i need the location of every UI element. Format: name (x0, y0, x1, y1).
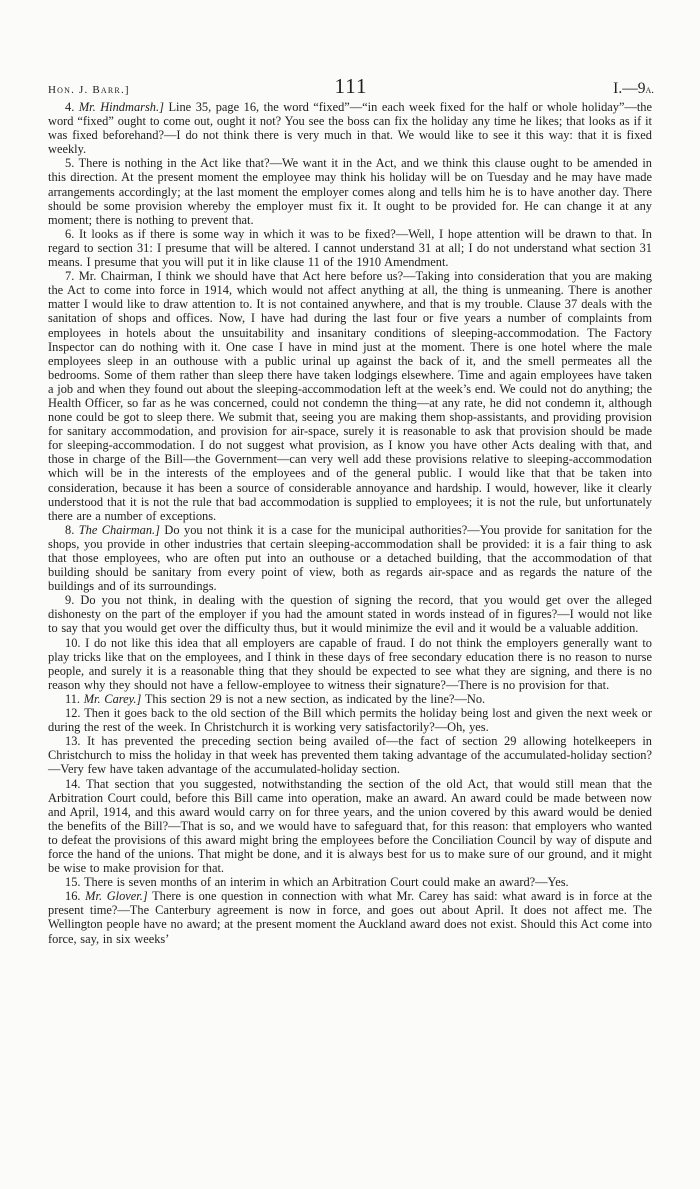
paragraph-text: That section that you suggested, notwithstanding the section of the old Act, that would still mean that the Arbitration Court could, before this Bill came into operation, make an award. An award could be made between now and April, 1914, and this award would carry on for three years, and the union covered by this award would be denied the benefits of the Bill?—That is so, and we would have to safeguard that, for this reason: that employers who wanted to defeat the provisions of this award might bring the employees before the Conciliation Council by way of dispute and force the hand of the unions. That might be done, and it is always best for us to make sure of our ground, and it might be wise to make provision for that. (48, 776, 652, 876)
paragraph (48, 777, 652, 876)
witness-reference: Hon. J. Barr.] (48, 84, 130, 96)
paragraph-speaker: Mr. Hindmarsh.] (78, 100, 164, 114)
paragraph-text: Do you not think it is a case for the municipal authorities?—You provide for sanitation for the shops, you provide in other industries that certain sleeping-accommodation shall be provided: it is a fair thing to ask that those employees, who are often put into an outhouse or a detached building, that the accommodation of that building should be sanitary from every point of view, both as regards air-space and as regards the nature of the buildings and of its surroundings. (48, 522, 653, 594)
paragraph (48, 889, 652, 945)
paper-reference-prefix: I.—9 (613, 80, 646, 97)
paragraph (48, 156, 652, 226)
paragraph (48, 875, 652, 889)
paragraph (48, 100, 652, 156)
page-number: 111 (334, 74, 368, 98)
paper-reference (484, 80, 654, 98)
paragraph-number: 13. (65, 734, 81, 749)
paragraph-number: 15. (65, 875, 81, 890)
paragraph-number: 14. (65, 776, 81, 791)
paragraph (48, 706, 652, 734)
paragraph (48, 692, 652, 706)
paragraph-text: Then it goes back to the old section of the Bill which permits the holiday being lost and given the next week or during the rest of the week. In Christchurch it is working very satisfactorily?—Oh, yes. (48, 706, 652, 735)
paragraph-speaker: Mr. Carey.] (83, 691, 142, 706)
paragraph-text: Mr. Chairman, I think we should have that Act here before us?—Taking into consideration that you are making the Act to come into force in 1914, which would not affect anything at all, the thing is unmeaning. There is another matter I would like to draw attention to. It is not contained anywhere, and that is my trouble. Clause 37 deals with the sanitation of shops and offices. Now, I have had during the last four or five years a number of complaints from employees in hotels about the unsuitability and insanitary conditions of sleeping-accommodation. The Factory Inspector can do nothing with it. One case I have in mind just at the moment. There is one hotel where the male employees sleep in an outhouse with a public urinal up against the back of it, and the smell permeates all the bedrooms. Some of them rather than sleep there have taken lodgings elsewhere. Time and again employees have taken a job and when they found out about the sleeping-accommodation left at the week’s end. We could not do anything; the Health Officer, so far as he was concerned, could not condemn the thing—at any rate, he did not condemn it, although none could be got to sleep there. We submit that, seeing you are making them shop-assistants, and providing provision for sanitary accommodation, and provision for air-space, surely it is reasonable to ask that provision should be made for sleeping-accommodation. I do not suggest what provision, as I know you have other Acts dealing with that, and those in charge of the Bill—the Government—can very well add these provisions relative to sleeping-accommodation which will be in the interests of the employees and of the general public. I would like that that be taken into consideration, because it has been a source of considerable annoyance and hardship. I would, however, like it clearly understood that it is not the rule that bad accommodation is supplied to employees; it is not the rule, but unfortunately there are a number of exceptions. (48, 269, 652, 523)
paragraph-text: Do you not think, in dealing with the question of signing the record, that you would get over the alleged dishonesty on the part of the employer if you had the amount stated in words instead of in figures?—I would not like to say that you would get over the difficulty thus, but it would minimize the evil and it would be a valuable addition. (48, 593, 652, 636)
paragraph-text: This section 29 is not a new section, as indicated by the line?—No. (144, 691, 486, 706)
paragraph-text: It looks as if there is some way in which it was to be fixed?—Well, I hope attention will be drawn to that. In regard to section 31: I presume that will be altered. I cannot understand 31 at all; I do not understand what section 31 means. I presume that you will put it in like clause 11 of the 1910 Amendment. (48, 226, 652, 270)
paragraph-number: 9. (65, 593, 75, 608)
paragraph-number: 16. (65, 889, 81, 904)
paragraph (48, 593, 652, 635)
paragraph-number: 5. (65, 156, 75, 171)
testimony-body (48, 100, 652, 946)
paragraph (48, 227, 652, 269)
paragraph-number: 8. (65, 522, 75, 537)
paragraph-number: 12. (65, 706, 81, 721)
paper-reference-suffix: a. (645, 84, 654, 96)
paragraph-speaker: Mr. Glover.] (85, 889, 148, 904)
paragraph (48, 269, 652, 523)
paragraph-number: 6. (65, 226, 75, 241)
paragraph-number: 4. (65, 100, 75, 114)
paragraph-text: There is seven months of an interim in which an Arbitration Court could make an award?—Yes. (83, 875, 569, 890)
paragraph-text: I do not like this idea that all employers are capable of fraud. I do not think the employers generally want to play tricks like that on the employees, and I think in these days of free secondary education there is no reason to nurse people, and surely it is a reasonable thing that they should be expected to see what they are signing, and there is no reason why they should not have a fellow-employee to witness their signature?—There is no provision for that. (48, 635, 653, 692)
paragraph-text: There is one question in connection with what Mr. Carey has said: what award is in force at the present time?—The Canterbury agreement is now in force, and goes out about April. It does not affect me. The Wellington people have no award; at the present moment the Auckland award does not exist. Should this Act come into force, say, in six weeks’ (48, 889, 652, 946)
paragraph-text: Line 35, page 16, the word “fixed”—“in each week fixed for the half or whole holiday”—the word “fixed” ought to come out, ought it not? You see the boss can fix the holiday any time he likes; that looks as if it was fixed beforehand?—I do not think there is very much in that. We would like to see it this way: that it is fixed weekly. (48, 100, 652, 157)
paragraph (48, 636, 652, 692)
paragraph-number: 7. (65, 269, 75, 284)
paragraph (48, 523, 652, 593)
paragraph-speaker: The Chairman.] (78, 522, 160, 537)
paragraph-number: 11. (65, 691, 81, 706)
paragraph-text: It has prevented the preceding section being availed of—the fact of section 29 allowing hotelkeepers in Christchurch to miss the holiday in that week has prevented them taking advantage of the accumulated-holiday section?—Very few have taken advantage of the accumulated-holiday section. (48, 734, 653, 777)
paragraph-number: 10. (65, 635, 81, 650)
paragraph-text: There is nothing in the Act like that?—We want it in the Act, and we think this clause ought to be amended in this direction. At the present moment the employee may think his holiday will be on Tuesday and he may have made arrangements accordingly; at the last moment the employer comes along and tells him he is to have another day. There should be some provision whereby the employer must fix it. It ought to be provided for. He can change it at any moment; there is nothing to prevent that. (48, 156, 652, 227)
page-header (48, 74, 654, 99)
paragraph (48, 734, 652, 776)
